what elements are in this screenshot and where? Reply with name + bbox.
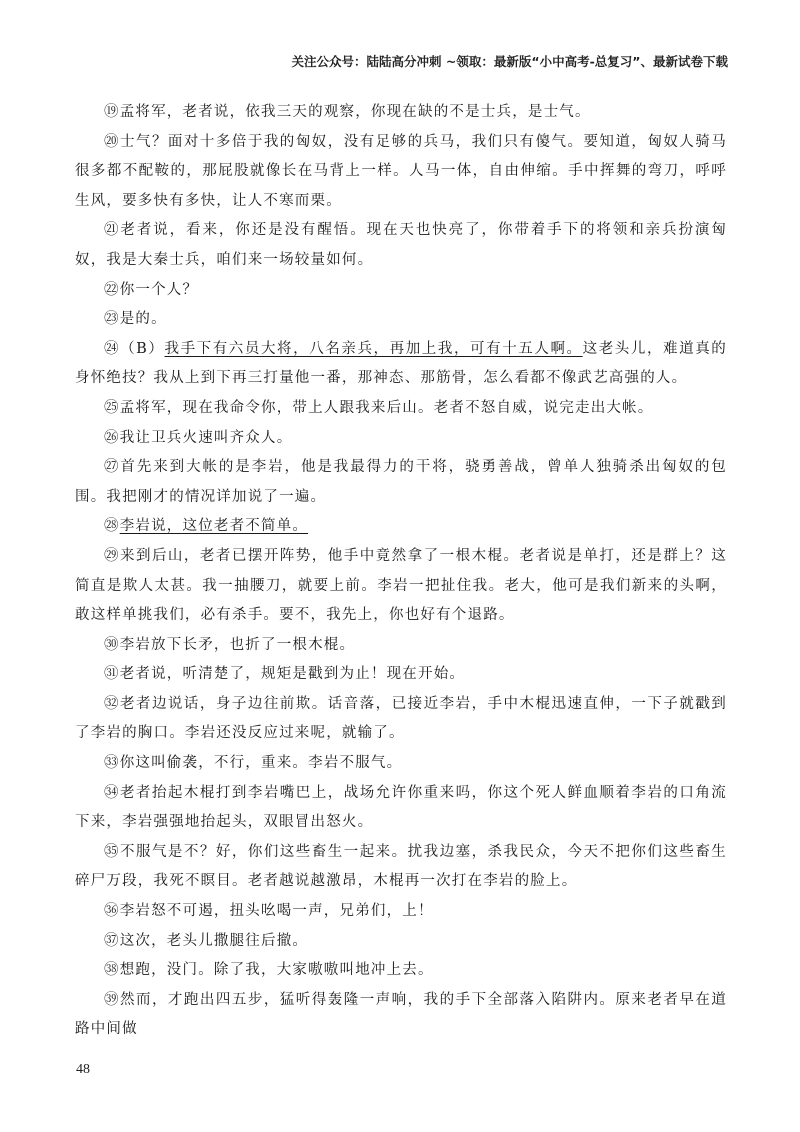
paragraph-38: ㊳想跑，没门。除了我，大家嗷嗷叫地冲上去。 — [104, 962, 434, 979]
paragraph-23: ㉓是的。 — [104, 311, 167, 328]
paragraph-28 — [75, 512, 727, 542]
paragraph-36: ㊱李岩怒不可遏，扭头吆喝一声，兄弟们，上！ — [104, 903, 434, 920]
underlined-sentence-b: 我手下有六员大将，八名亲兵，再加上我，可有十五人啊。 — [164, 340, 583, 357]
paragraph-29: ㉙来到后山，老者已摆开阵势，他手中竟然拿了一根木棍。老者说是单打，还是群上？这简直是欺人太甚。我一抽腰刀，就要上前。李岩一把扯住我。老大，他可是我们新来的头啊，敢这样单挑我们，必有杀手。要不，我先上，你也好有个退路。 — [75, 547, 727, 624]
paragraph-39: ㊴然而，才跑出四五步，猛听得轰隆一声响，我的手下全部落入陷阱内。原来老者早在道路中间做 — [75, 991, 727, 1038]
paragraph-32: ㉜老者边说话，身子边往前欺。话音落，已接近李岩，手中木棍迅速直伸，一下子就戳到了李岩的胸口。李岩还没反应过来呢，就输了。 — [75, 695, 727, 742]
paragraph-24-prefix: ㉔（B） — [104, 340, 165, 357]
paragraph-27: ㉗首先来到大帐的是李岩，他是我最得力的干将，骁勇善战，曾单人独骑杀出匈奴的包围。我把刚才的情况详加说了一遍。 — [75, 459, 727, 505]
underlined-sentence-28: 李岩说，这位老者不简单。 — [119, 518, 309, 535]
paragraph-30: ㉚李岩放下长矛，也折了一根木棍。 — [104, 636, 356, 653]
paragraph-28-prefix: ㉘ — [104, 518, 120, 535]
paragraph-22: ㉒你一个人？ — [104, 281, 199, 298]
paragraph-34: ㉞老者抬起木棍打到李岩嘴巴上，战场允许你重来吗，你这个死人鲜血顺着李岩的口角流下来，李岩强强地抬起头，双眼冒出怒火。 — [75, 784, 727, 831]
paragraph-24-suffix: 这老头儿，难道真的身怀绝技？我从上到下再三打量他一番，那神态、那筋骨，怎么看都不像武艺高强的人。 — [75, 340, 727, 387]
paragraph-35: ㉟不服气是不？好，你们这些畜生一起来。扰我边塞，杀我民众，今天不把你们这些畜生碎尸万段，我死不瞑目。老者越说越激昂，木棍再一次打在李岩的脸上。 — [75, 843, 727, 890]
paragraph-37: ㊲这次，老头儿撒腿往后撤。 — [104, 932, 309, 949]
paragraph-20: ⑳士气？面对十多倍于我的匈奴，没有足够的兵马，我们只有傻气。要知道，匈奴人骑马很多都不配鞍的，那屁股就像长在马背上一样。人马一体，自由伸缩。手中挥舞的弯刀，呼呼生风，要多快有多快，让人不寒而栗。 — [75, 133, 727, 209]
page-header: 关注公众号：陆陆高分冲刺 ~领取：最新版“小中高考-总复习”、最新试卷下载 — [291, 54, 728, 69]
paragraph-24 — [75, 335, 727, 394]
article-body — [75, 98, 727, 1045]
page-number: 48 — [76, 1062, 90, 1077]
paragraph-21: ㉑老者说，看来，你还是没有醒悟。现在天也快亮了，你带着手下的将领和亲兵扮演匈奴，我是大秦士兵，咱们来一场较量如何。 — [75, 222, 727, 268]
paragraph-26: ㉖我让卫兵火速叫齐众人。 — [104, 429, 293, 446]
paragraph-33: ㉝你这叫偷袭，不行，重来。李岩不服气。 — [104, 755, 403, 772]
paragraph-19: ⑲孟将军，老者说，依我三天的观察，你现在缺的不是士兵，是士气。 — [104, 104, 591, 120]
paragraph-31: ㉛老者说，听清楚了，规矩是戳到为止！现在开始。 — [104, 666, 466, 683]
paragraph-25: ㉕孟将军，现在我命令你，带上人跟我来后山。老者不怒自威，说完走出大帐。 — [104, 399, 654, 416]
